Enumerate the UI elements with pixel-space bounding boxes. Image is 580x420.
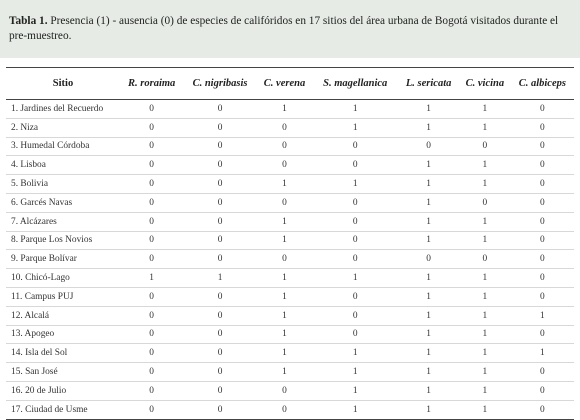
presence-cell: 1 — [120, 269, 183, 288]
site-name-cell: 4. Lisboa — [6, 156, 120, 175]
site-name-cell: 8. Parque Los Novios — [6, 231, 120, 250]
presence-cell: 0 — [120, 118, 183, 137]
site-name-cell: 17. Ciudad de Usme — [6, 400, 120, 419]
site-name-cell: 14. Isla del Sol — [6, 344, 120, 363]
presence-cell: 0 — [120, 325, 183, 344]
presence-cell: 1 — [398, 306, 459, 325]
presence-cell: 1 — [459, 231, 511, 250]
presence-cell: 0 — [511, 269, 574, 288]
table-row — [6, 231, 574, 250]
site-name-cell: 15. San José — [6, 363, 120, 382]
presence-cell: 0 — [312, 306, 398, 325]
presence-cell: 1 — [398, 156, 459, 175]
presence-cell: 1 — [398, 212, 459, 231]
presence-cell: 1 — [398, 363, 459, 382]
table-row — [6, 137, 574, 156]
presence-cell: 0 — [511, 156, 574, 175]
table-row — [6, 381, 574, 400]
presence-cell: 1 — [398, 100, 459, 119]
header-r-roraima: R. roraima — [120, 68, 183, 100]
presence-cell: 1 — [312, 118, 398, 137]
presence-cell: 0 — [183, 193, 256, 212]
presence-cell: 1 — [511, 306, 574, 325]
presence-cell: 0 — [511, 100, 574, 119]
presence-cell: 0 — [511, 363, 574, 382]
table-row — [6, 193, 574, 212]
presence-cell: 0 — [312, 231, 398, 250]
presence-cell: 1 — [459, 118, 511, 137]
presence-cell: 0 — [511, 212, 574, 231]
presence-cell: 0 — [511, 250, 574, 269]
table-row — [6, 250, 574, 269]
presence-cell: 1 — [312, 100, 398, 119]
table-caption-text: Presencia (1) - ausencia (0) de especies de califóridos en 17 sitios del área urbana de Bogotá visitados durante el pre-muestreo. — [9, 15, 559, 42]
site-name-cell: 16. 20 de Julio — [6, 381, 120, 400]
presence-cell: 0 — [511, 175, 574, 194]
presence-cell: 0 — [120, 156, 183, 175]
presence-cell: 0 — [312, 193, 398, 212]
presence-cell: 1 — [257, 287, 312, 306]
presence-cell: 1 — [459, 287, 511, 306]
header-c-albiceps: C. albiceps — [511, 68, 574, 100]
presence-cell: 0 — [120, 231, 183, 250]
presence-cell: 0 — [257, 118, 312, 137]
presence-cell: 0 — [183, 306, 256, 325]
site-name-cell: 6. Garcés Navas — [6, 193, 120, 212]
presence-cell: 0 — [511, 118, 574, 137]
presence-cell: 0 — [120, 175, 183, 194]
site-name-cell: 11. Campus PUJ — [6, 287, 120, 306]
presence-cell: 0 — [183, 118, 256, 137]
header-c-vicina: C. vicina — [459, 68, 511, 100]
presence-cell: 1 — [398, 269, 459, 288]
table-row — [6, 363, 574, 382]
header-l-sericata: L. sericata — [398, 68, 459, 100]
presence-cell: 0 — [183, 363, 256, 382]
presence-cell: 1 — [459, 212, 511, 231]
presence-cell: 0 — [120, 100, 183, 119]
presence-cell: 0 — [312, 250, 398, 269]
table-row — [6, 400, 574, 419]
presence-cell: 0 — [183, 137, 256, 156]
presence-cell: 1 — [398, 118, 459, 137]
presence-cell: 1 — [398, 381, 459, 400]
table-row — [6, 269, 574, 288]
presence-cell: 1 — [459, 175, 511, 194]
presence-cell: 1 — [398, 400, 459, 419]
table-row — [6, 118, 574, 137]
presence-cell: 0 — [120, 212, 183, 231]
presence-cell: 1 — [312, 381, 398, 400]
presence-cell: 1 — [257, 175, 312, 194]
presence-cell: 0 — [183, 400, 256, 419]
presence-cell: 0 — [511, 193, 574, 212]
site-name-cell: 13. Apogeo — [6, 325, 120, 344]
presence-cell: 0 — [398, 250, 459, 269]
presence-cell: 0 — [511, 325, 574, 344]
presence-cell: 0 — [120, 306, 183, 325]
site-name-cell: 9. Parque Bolívar — [6, 250, 120, 269]
presence-cell: 1 — [398, 231, 459, 250]
presence-cell: 1 — [398, 325, 459, 344]
presence-cell: 0 — [183, 231, 256, 250]
site-name-cell: 7. Alcázares — [6, 212, 120, 231]
presence-cell: 0 — [183, 344, 256, 363]
table-row — [6, 287, 574, 306]
table-row — [6, 212, 574, 231]
presence-cell: 1 — [257, 269, 312, 288]
presence-cell: 0 — [511, 381, 574, 400]
presence-cell: 0 — [183, 212, 256, 231]
presence-cell: 0 — [257, 250, 312, 269]
presence-cell: 1 — [312, 400, 398, 419]
presence-cell: 1 — [459, 306, 511, 325]
table-row — [6, 100, 574, 119]
presence-cell: 1 — [459, 325, 511, 344]
presence-cell: 0 — [257, 193, 312, 212]
table-row — [6, 156, 574, 175]
presence-cell: 1 — [312, 175, 398, 194]
table-header-row — [6, 68, 574, 100]
presence-cell: 1 — [459, 400, 511, 419]
presence-cell: 1 — [459, 381, 511, 400]
presence-cell: 0 — [257, 400, 312, 419]
presence-cell: 1 — [312, 363, 398, 382]
presence-cell: 1 — [398, 175, 459, 194]
site-name-cell: 2. Niza — [6, 118, 120, 137]
table-row — [6, 325, 574, 344]
presence-cell: 1 — [257, 212, 312, 231]
presence-cell: 0 — [183, 100, 256, 119]
presence-cell: 0 — [120, 287, 183, 306]
presence-cell: 0 — [120, 344, 183, 363]
site-name-cell: 12. Alcalá — [6, 306, 120, 325]
presence-cell: 1 — [312, 344, 398, 363]
table-row — [6, 344, 574, 363]
presence-cell: 0 — [120, 363, 183, 382]
presence-cell: 1 — [459, 363, 511, 382]
presence-cell: 0 — [183, 287, 256, 306]
presence-cell: 0 — [183, 175, 256, 194]
presence-cell: 0 — [312, 137, 398, 156]
presence-cell: 1 — [257, 344, 312, 363]
presence-cell: 1 — [511, 344, 574, 363]
presence-cell: 0 — [312, 156, 398, 175]
site-name-cell: 1. Jardines del Recuerdo — [6, 100, 120, 119]
presence-cell: 0 — [459, 193, 511, 212]
presence-cell: 1 — [398, 344, 459, 363]
presence-cell: 0 — [183, 156, 256, 175]
presence-cell: 1 — [459, 100, 511, 119]
presence-cell: 1 — [312, 269, 398, 288]
site-name-cell: 5. Bolivia — [6, 175, 120, 194]
presence-cell: 0 — [120, 381, 183, 400]
table-caption — [0, 0, 580, 58]
presence-cell: 0 — [312, 325, 398, 344]
presence-cell: 1 — [398, 193, 459, 212]
table-caption-label: Tabla 1. — [9, 15, 48, 27]
presence-cell: 1 — [257, 231, 312, 250]
presence-cell: 1 — [459, 156, 511, 175]
presence-cell: 1 — [257, 100, 312, 119]
presence-cell: 1 — [257, 306, 312, 325]
presence-cell: 0 — [183, 250, 256, 269]
presence-cell: 1 — [459, 344, 511, 363]
presence-cell: 0 — [257, 137, 312, 156]
header-sitio: Sitio — [6, 68, 120, 100]
presence-cell: 0 — [459, 137, 511, 156]
presence-cell: 0 — [183, 381, 256, 400]
presence-cell: 1 — [183, 269, 256, 288]
table-row — [6, 306, 574, 325]
presence-cell: 1 — [257, 325, 312, 344]
presence-cell: 0 — [183, 325, 256, 344]
table-body — [6, 100, 574, 420]
site-name-cell: 10. Chicó-Lago — [6, 269, 120, 288]
presence-cell: 0 — [120, 137, 183, 156]
presence-cell: 0 — [511, 400, 574, 419]
header-s-magellanica: S. magellanica — [312, 68, 398, 100]
presence-cell: 1 — [459, 269, 511, 288]
presence-cell: 1 — [398, 287, 459, 306]
presence-cell: 0 — [398, 137, 459, 156]
presence-cell: 0 — [511, 287, 574, 306]
presence-cell: 0 — [257, 381, 312, 400]
presence-cell: 0 — [312, 287, 398, 306]
presence-cell: 0 — [312, 212, 398, 231]
table-row — [6, 175, 574, 194]
presence-cell: 0 — [120, 193, 183, 212]
header-c-nigribasis: C. nigribasis — [183, 68, 256, 100]
presence-cell: 0 — [120, 400, 183, 419]
site-name-cell: 3. Humedal Córdoba — [6, 137, 120, 156]
presence-absence-table — [6, 67, 574, 420]
header-c-verena: C. verena — [257, 68, 312, 100]
presence-cell: 0 — [120, 250, 183, 269]
presence-cell: 1 — [257, 363, 312, 382]
presence-cell: 0 — [511, 231, 574, 250]
presence-cell: 0 — [257, 156, 312, 175]
presence-cell: 0 — [511, 137, 574, 156]
presence-cell: 0 — [459, 250, 511, 269]
